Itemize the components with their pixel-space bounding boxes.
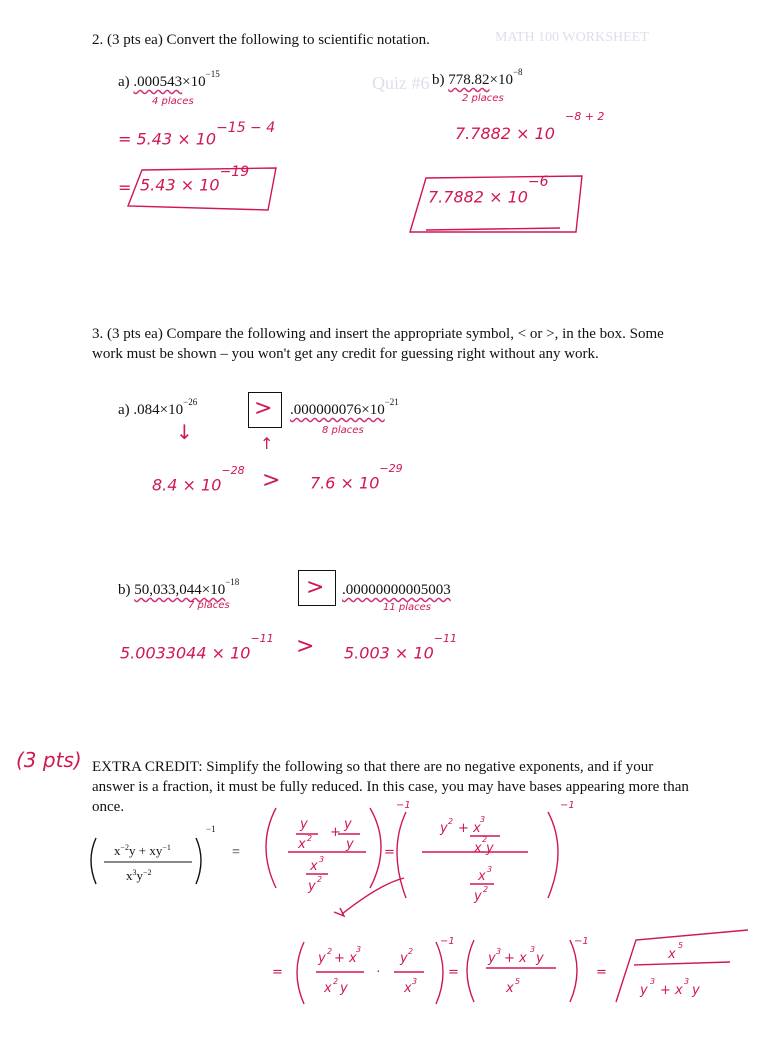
svg-text:2: 2 [483,885,489,894]
q3-b-work-right-value: 5.003 × 10 [344,643,434,663]
svg-text:+ x: + x [660,983,683,998]
q3-b-work-left: 5.0033044 × 10 [120,643,251,663]
q2-b-exp: −8 [512,67,523,77]
svg-text:y: y [340,981,348,996]
svg-text:x: x [404,981,412,996]
q3-b-right-value: .00000000005003 [342,582,451,598]
svg-text:2: 2 [333,977,339,986]
q3-a-left [118,397,198,420]
svg-text:−1: −1 [396,800,411,811]
q3-a-arrow-down: ↓ [176,420,193,444]
svg-text:+ x: + x [458,821,481,836]
q3-a-places-note: 8 places [322,425,364,436]
svg-text:y: y [440,821,448,836]
q3-b-left-value: 50,033,044×10 [134,582,226,598]
q3-header: 3. (3 pts ea) Compare the following and insert the appropriate symbol, < or >, in the box. Some work must be shown – you won't get any credit for guessing right without any work. [92,326,664,362]
q2-a-mantissa: .000543 [133,74,183,90]
q3-a-left-value: .084×10 [133,402,184,418]
svg-text:x3y−2: $x^3y^{-2}$ [126,868,152,883]
q3-a-work-right-exp: −29 [379,462,403,475]
q2-header: 2. (3 pts ea) Convert the following to scientific notation. [92,32,430,48]
svg-text:y: y [300,817,308,832]
q3-a-right [290,397,399,420]
svg-text:−1: −1 [574,936,589,947]
svg-text:5: 5 [678,941,684,950]
q2-b-times: ×10 [489,72,513,88]
q2-a-step [118,120,276,149]
svg-text:−1: −1 [560,800,575,811]
svg-text:=: = [448,965,459,980]
q3-a-work-left-exp: −28 [221,464,245,477]
q3-a-work-right [310,462,403,493]
q2-a-problem [118,69,220,92]
svg-text:=: = [384,845,395,860]
svg-text:−1: −1 [206,824,216,834]
q2-b-final [428,174,549,207]
bleed-title: MATH 100 WORKSHEET [495,30,649,45]
q2-b-mantissa: 778.82 [448,72,490,88]
svg-text:x: x [474,841,482,856]
q3-b-work-left-exp: −11 [250,632,274,645]
q3-b-left [118,577,240,600]
svg-text:x: x [668,947,676,962]
extra-expression [91,824,240,884]
q2-a-final-coef: 5.43 × 10 [140,175,220,195]
svg-text:−1: −1 [440,936,455,947]
q3-a-work-left: 8.4 × 10 [152,475,222,495]
svg-text:y: y [640,983,648,998]
q2-b-step [455,124,555,143]
svg-text:=: = [596,965,607,980]
svg-text:x: x [324,981,332,996]
svg-text:y: y [536,951,544,966]
extra-points: (3 pts) [16,748,82,772]
q3-a-work-right-value: 7.6 × 10 [310,473,380,493]
q3-a-work [152,464,245,495]
svg-text:x: x [506,981,514,996]
svg-text:2: 2 [327,947,333,956]
svg-text:y: y [308,879,316,894]
q3-a-label: a) [118,402,130,418]
svg-text:3: 3 [412,977,418,986]
svg-text:x: x [298,837,306,852]
q2-a-final-eq: = [118,178,132,197]
svg-text:y: y [318,951,326,966]
svg-text:x: x [310,859,318,874]
svg-text:3: 3 [684,977,690,986]
svg-text:2: 2 [317,875,323,884]
bleed-quiz: Quiz #6 [372,73,430,93]
q3-b-work-right-exp: −11 [433,632,457,645]
svg-text:2: 2 [482,835,488,844]
svg-text:5: 5 [515,977,521,986]
svg-text:2: 2 [307,834,313,843]
q3-b-work-symbol: > [296,634,315,659]
q2-a-label: a) [118,74,130,90]
svg-text:y: y [344,817,352,832]
q3-b-answer-symbol: > [306,575,325,600]
q2-a-step-exp: −15 − 4 [216,120,276,136]
svg-text:3: 3 [480,815,486,824]
svg-text:2: 2 [448,817,454,826]
svg-text:y: y [346,837,354,852]
svg-text:3: 3 [530,945,536,954]
q3-a-work-symbol: > [262,468,281,493]
q2-b-final-exp: −6 [527,174,549,190]
svg-text:+: + [330,825,341,840]
svg-text:3: 3 [650,977,656,986]
q2-b-step-coef: 7.7882 × 10 [455,124,555,143]
q3-a-right-exp: −21 [384,397,399,407]
q3-b-work [120,632,274,663]
svg-text:x: x [478,869,486,884]
svg-text:3: 3 [319,855,325,864]
svg-text:3: 3 [496,947,502,956]
q3-b-places-right-note: 11 places [383,602,432,613]
q3-a-answer-symbol: > [254,396,273,421]
svg-text:x−2y + xy−1: $x^{-2}y + xy^{-1}$ [114,843,171,858]
svg-text:+ x: + x [504,951,527,966]
svg-text:y: y [400,951,408,966]
q2-a-exp: −15 [205,69,220,79]
svg-text:y: y [488,951,496,966]
svg-text:=: = [232,845,240,860]
extra-work-step2-text [272,936,700,998]
q2-a-times: ×10 [182,74,206,90]
q3-b-right [342,580,451,600]
extra-header: EXTRA CREDIT: Simplify the following so that there are no negative exponents, and if your answer is a fraction, it must be fully reduced. In this case, you may have bases appearing more than once. [92,759,689,815]
svg-text:2: 2 [408,947,414,956]
q3-b-left-exp: −18 [225,577,240,587]
q3-b-label: b) [118,582,131,598]
q3-a-right-value: .000000076×10 [290,402,385,418]
q3-b-work-right [344,632,457,663]
svg-text:y: y [486,841,494,856]
svg-text:3: 3 [487,865,493,874]
q2-a-final [140,164,250,195]
q2-b-problem [432,67,523,90]
svg-text:y: y [474,889,482,904]
q2-a-final-exp: −19 [219,164,250,180]
q2-b-final-coef: 7.7882 × 10 [428,187,528,207]
q2-b-step-exp: −8 + 2 [565,110,605,123]
svg-text:3: 3 [356,945,362,954]
svg-text:y: y [692,983,700,998]
q3-a-arrow-up: ↑ [260,434,274,453]
svg-text:·: · [376,965,381,980]
extra-work-step1 [266,808,558,916]
q3-a-left-exp: −26 [183,397,198,407]
q2-a-step-coef: = 5.43 × 10 [118,129,217,149]
q3-b-places-left-note: 7 places [188,600,230,611]
svg-text:=: = [272,965,283,980]
q2-a-places-note: 4 places [152,96,194,107]
svg-text:+ x: + x [334,951,357,966]
extra-work-step2 [297,930,748,1004]
q2-b-label: b) [432,72,445,88]
q2-b-places-note: 2 places [462,93,504,104]
